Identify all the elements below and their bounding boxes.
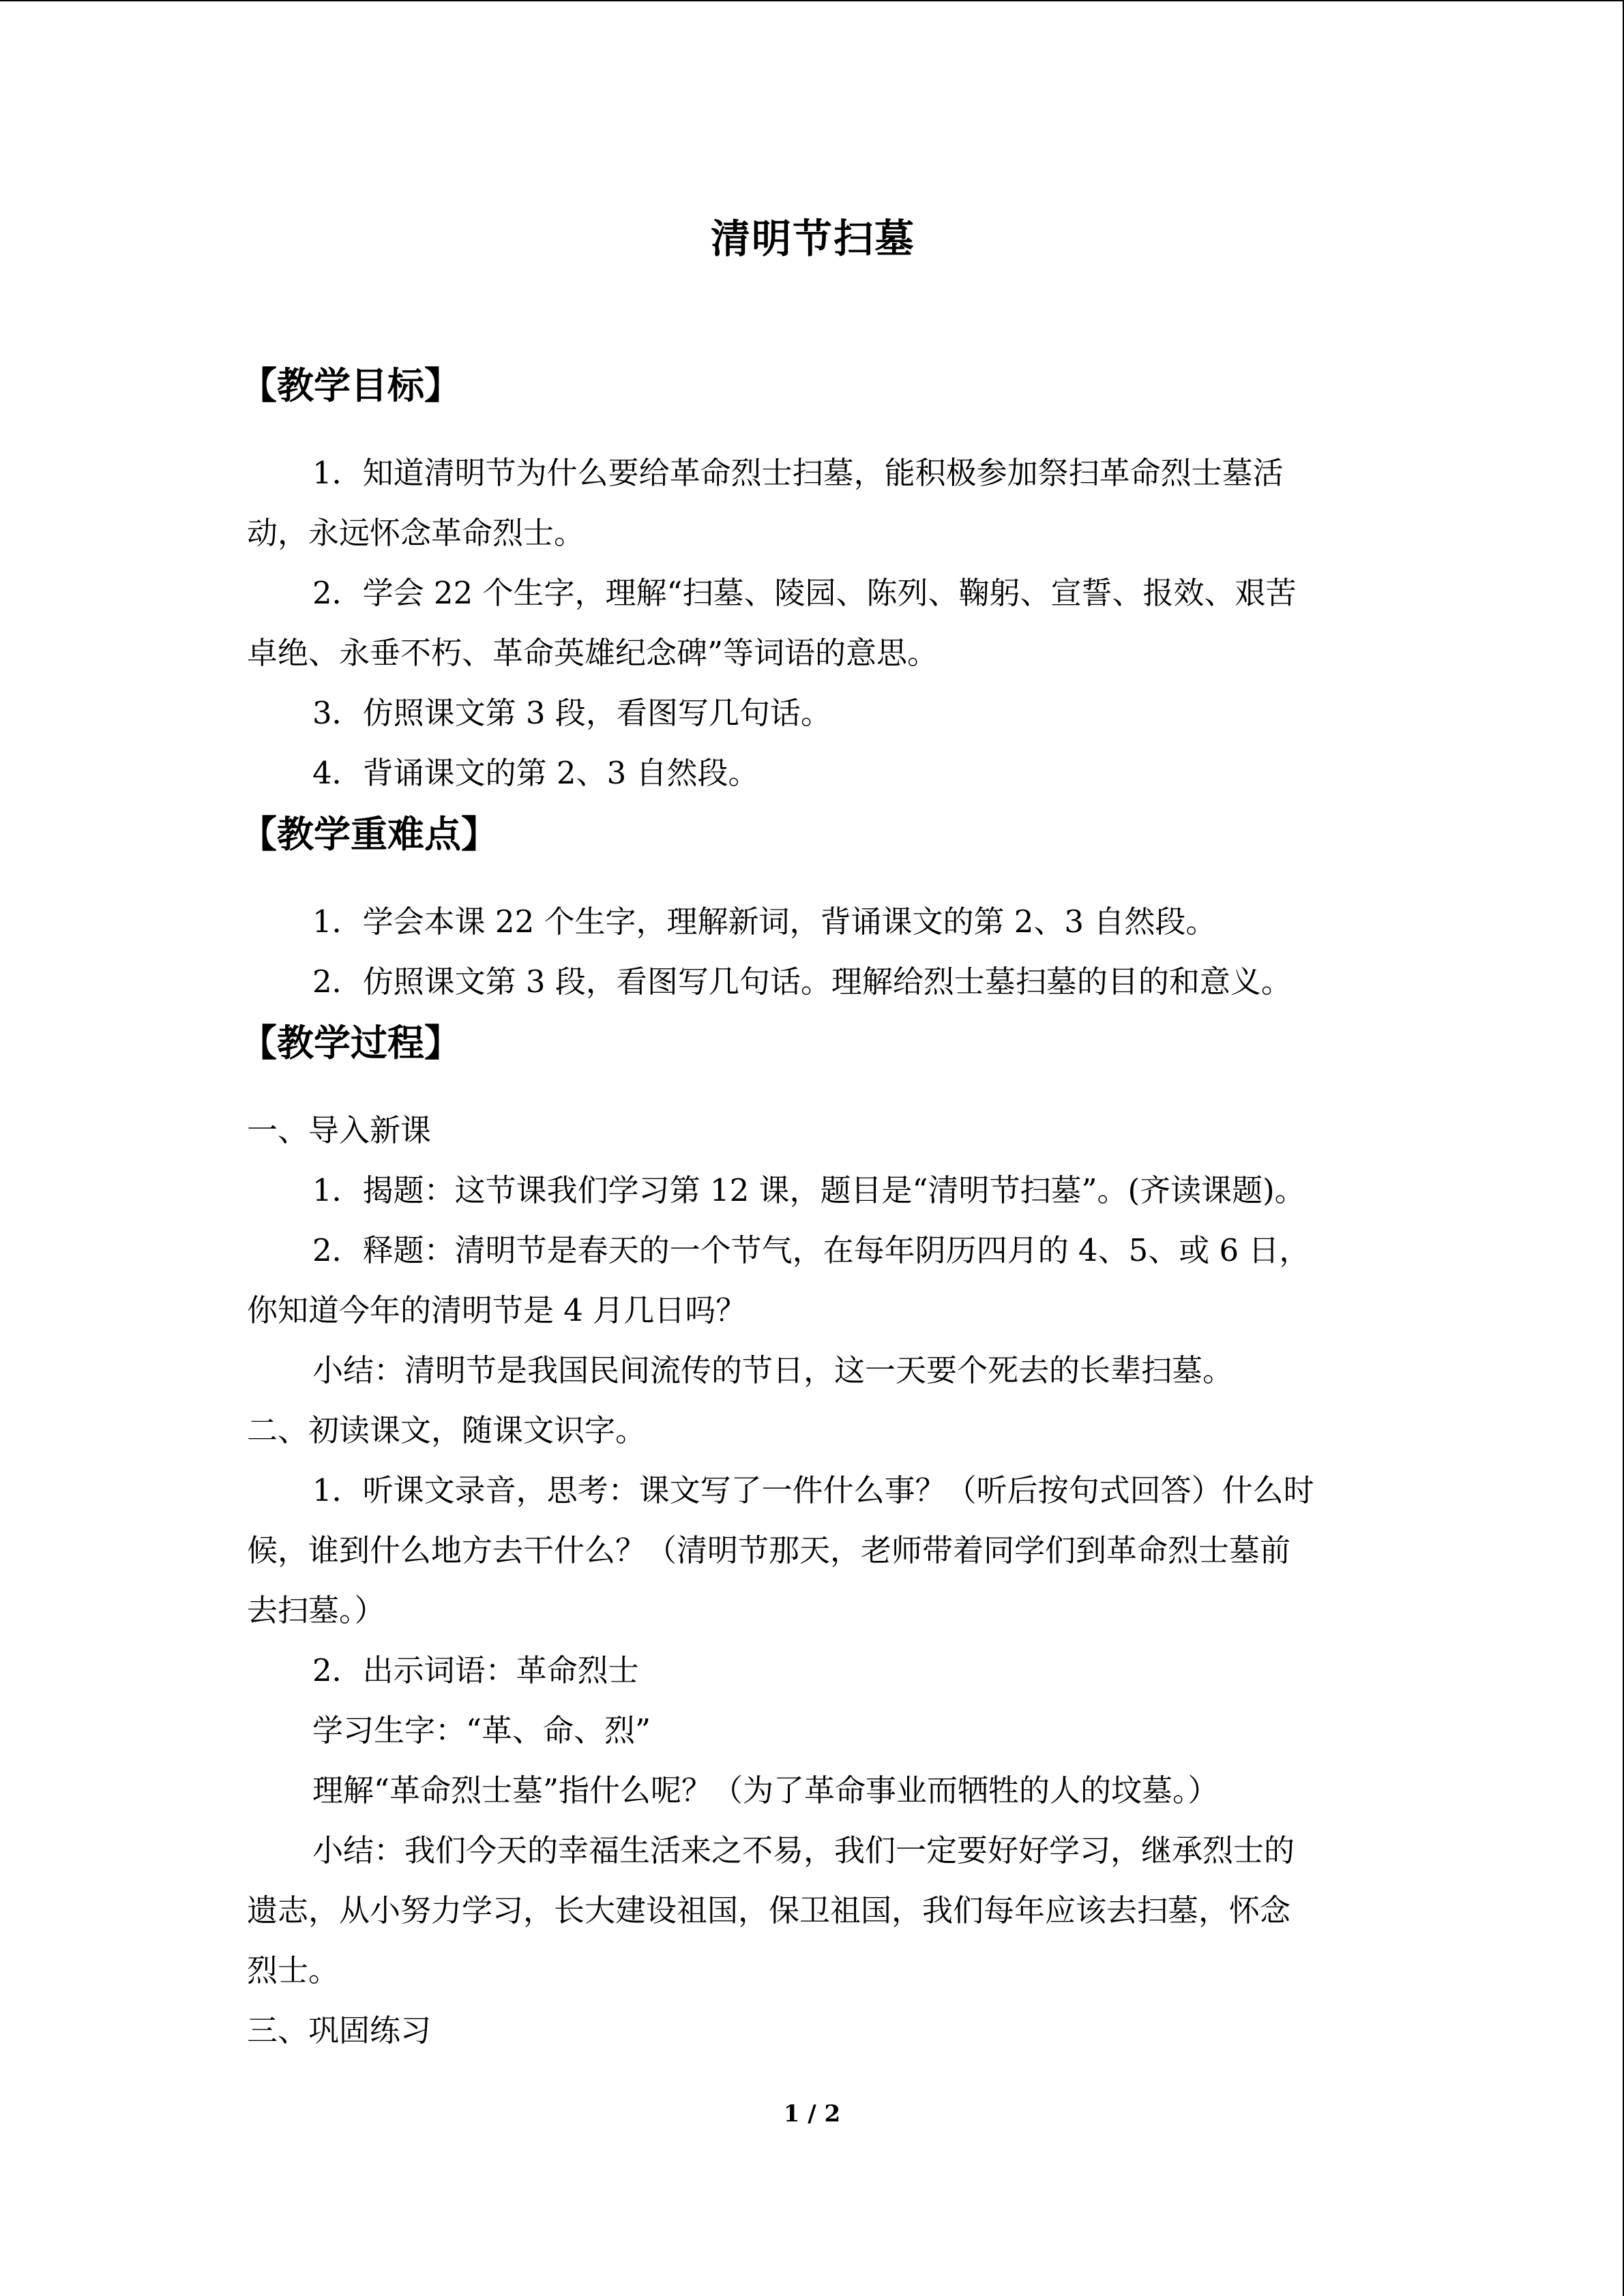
key-point-2: 2．仿照课文第 3 段，看图写几句话。理解给烈士墓扫墓的目的和意义。 <box>312 964 1292 1000</box>
process-line-11: 学习生字：“革、命、烈” <box>312 1712 651 1748</box>
goal-paragraph-1-cont: 动，永远怀念革命烈士。 <box>247 515 585 551</box>
section-heading-goals: 【教学目标】 <box>240 363 461 407</box>
process-step-1-heading: 一、导入新课 <box>247 1112 432 1148</box>
process-line-15: 烈士。 <box>247 1952 340 1988</box>
process-line-5: 小结：清明节是我国民间流传的节日，这一天要个死去的长辈扫墓。 <box>312 1352 1234 1388</box>
goal-paragraph-4: 4．背诵课文的第 2、3 自然段。 <box>312 755 759 791</box>
process-line-3: 2．释题：清明节是春天的一个节气，在每年阴历四月的 4、5、或 6 日， <box>312 1232 1310 1268</box>
process-step-2-heading: 二、初读课文，随课文识字。 <box>247 1412 647 1448</box>
process-line-2: 1．揭题：这节课我们学习第 12 课，题目是“清明节扫墓”。(齐读课题)。 <box>312 1172 1305 1208</box>
process-line-12: 理解“革命烈士墓”指什么呢？（为了革命事业而牺牲的人的坟墓。） <box>312 1772 1219 1808</box>
process-line-13: 小结：我们今天的幸福生活来之不易，我们一定要好好学习，继承烈士的 <box>312 1832 1295 1868</box>
process-line-14: 遗志，从小努力学习，长大建设祖国，保卫祖国，我们每年应该去扫墓，怀念 <box>247 1892 1291 1928</box>
goal-paragraph-3: 3．仿照课文第 3 段，看图写几句话。 <box>312 695 831 731</box>
document-title: 清明节扫墓 <box>710 215 915 262</box>
key-point-1: 1．学会本课 22 个生字，理解新词，背诵课文的第 2、3 自然段。 <box>312 904 1217 940</box>
document-flow <box>240 355 1379 2061</box>
process-line-8: 候，谁到什么地方去干什么？（清明节那天，老师带着同学们到革命烈士墓前 <box>247 1532 1291 1568</box>
process-line-9: 去扫墓。） <box>247 1592 385 1628</box>
page-number: 1 / 2 <box>783 2100 841 2128</box>
process-line-7: 1．听课文录音，思考：课文写了一件什么事？（听后按句式回答）什么时 <box>312 1472 1314 1508</box>
process-line-4: 你知道今年的清明节是 4 月几日吗？ <box>247 1292 747 1328</box>
process-line-10: 2．出示词语：革命烈士 <box>312 1652 639 1688</box>
goal-paragraph-2-cont: 卓绝、永垂不朽、革命英雄纪念碑”等词语的意思。 <box>247 635 939 671</box>
goal-paragraph-2: 2．学会 22 个生字，理解“扫墓、陵园、陈列、鞠躬、宣誓、报效、艰苦 <box>312 575 1297 611</box>
section-heading-key-points: 【教学重难点】 <box>240 812 498 856</box>
process-step-3-heading: 三、巩固练习 <box>247 2012 432 2048</box>
section-heading-process: 【教学过程】 <box>240 1021 461 1064</box>
goal-paragraph-1: 1．知道清明节为什么要给革命烈士扫墓，能积极参加祭扫革命烈士墓活 <box>312 455 1284 491</box>
